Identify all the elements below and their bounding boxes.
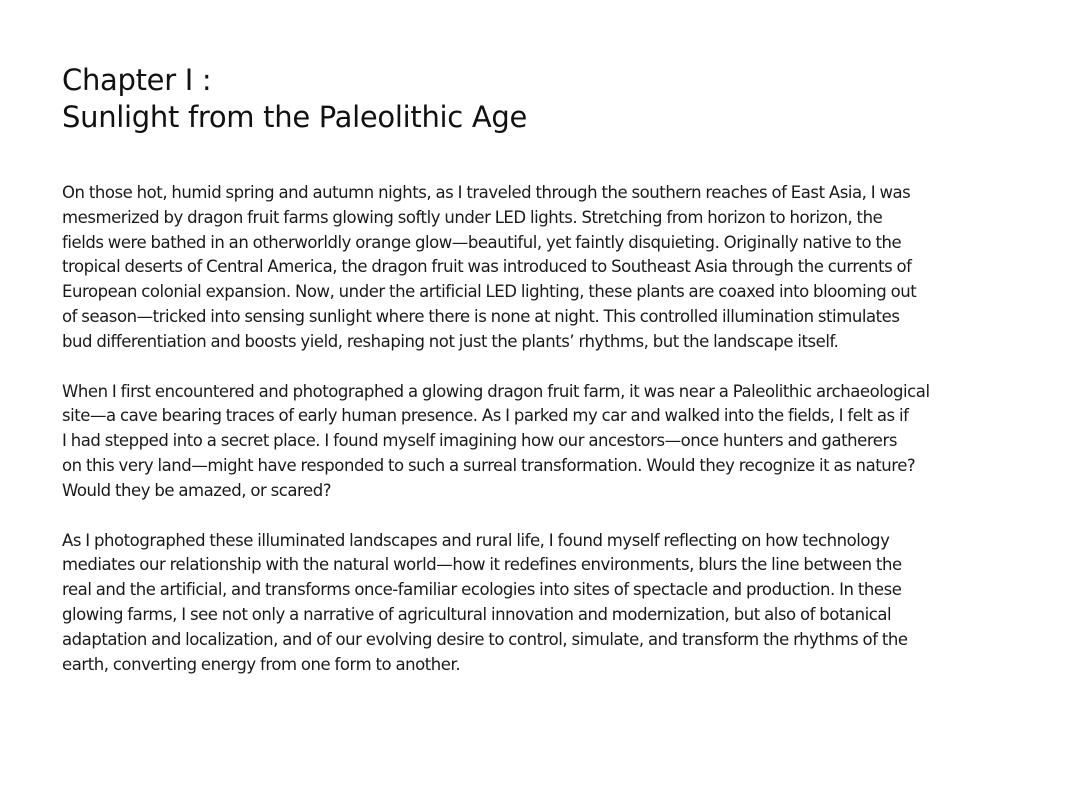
text-line: mediates our relationship with the natural world—how it redefines environments, blurs the line between the xyxy=(62,555,902,575)
text-line: on this very land—might have responded to such a surreal transformation. Would they recognize it as nature? xyxy=(62,455,916,475)
text-line: European colonial expansion. Now, under the artificial LED lighting, these plants are coaxed into blooming out xyxy=(62,282,917,302)
document-page xyxy=(62,62,1042,702)
paragraph-1 xyxy=(62,181,1042,355)
text-line: When I first encountered and photographed a glowing dragon fruit farm, it was near a Paleolithic archaeological xyxy=(62,381,930,401)
paragraph-2 xyxy=(62,380,1042,504)
text-line: earth, converting energy from one form to another. xyxy=(62,654,461,674)
paragraph-3 xyxy=(62,529,1042,678)
chapter-number: Chapter I : xyxy=(62,63,212,97)
text-line: site—a cave bearing traces of early human presence. As I parked my car and walked into the fields, I felt as if xyxy=(62,406,909,426)
text-line: I had stepped into a secret place. I found myself imagining how our ancestors—once hunters and gatherers xyxy=(62,431,897,451)
chapter-title: Sunlight from the Paleolithic Age xyxy=(62,100,528,134)
text-line: mesmerized by dragon fruit farms glowing softly under LED lights. Stretching from horizon to horizon, the xyxy=(62,207,883,227)
text-line: adaptation and localization, and of our evolving desire to control, simulate, and transform the rhythms of the xyxy=(62,629,908,649)
body-text xyxy=(62,181,1042,677)
text-line: On those hot, humid spring and autumn nights, as I traveled through the southern reaches of East Asia, I was xyxy=(62,183,911,202)
text-line: glowing farms, I see not only a narrative of agricultural innovation and modernization, but also of botanical xyxy=(62,604,892,624)
chapter-heading xyxy=(62,62,1042,136)
text-line: tropical deserts of Central America, the dragon fruit was introduced to Southeast Asia through the currents of xyxy=(62,257,912,277)
text-line: of season—tricked into sensing sunlight where there is none at night. This controlled illumination stimulates xyxy=(62,306,900,326)
text-line: bud differentiation and boosts yield, reshaping not just the plants’ rhythms, but the landscape itself. xyxy=(62,331,839,351)
text-line: As I photographed these illuminated landscapes and rural life, I found myself reflecting on how technology xyxy=(62,530,890,550)
text-line: real and the artificial, and transforms once-familiar ecologies into sites of spectacle and production. In these xyxy=(62,580,902,600)
text-line: fields were bathed in an otherworldly orange glow—beautiful, yet faintly disquieting. Originally native to the xyxy=(62,232,902,252)
text-line: Would they be amazed, or scared? xyxy=(62,480,332,500)
